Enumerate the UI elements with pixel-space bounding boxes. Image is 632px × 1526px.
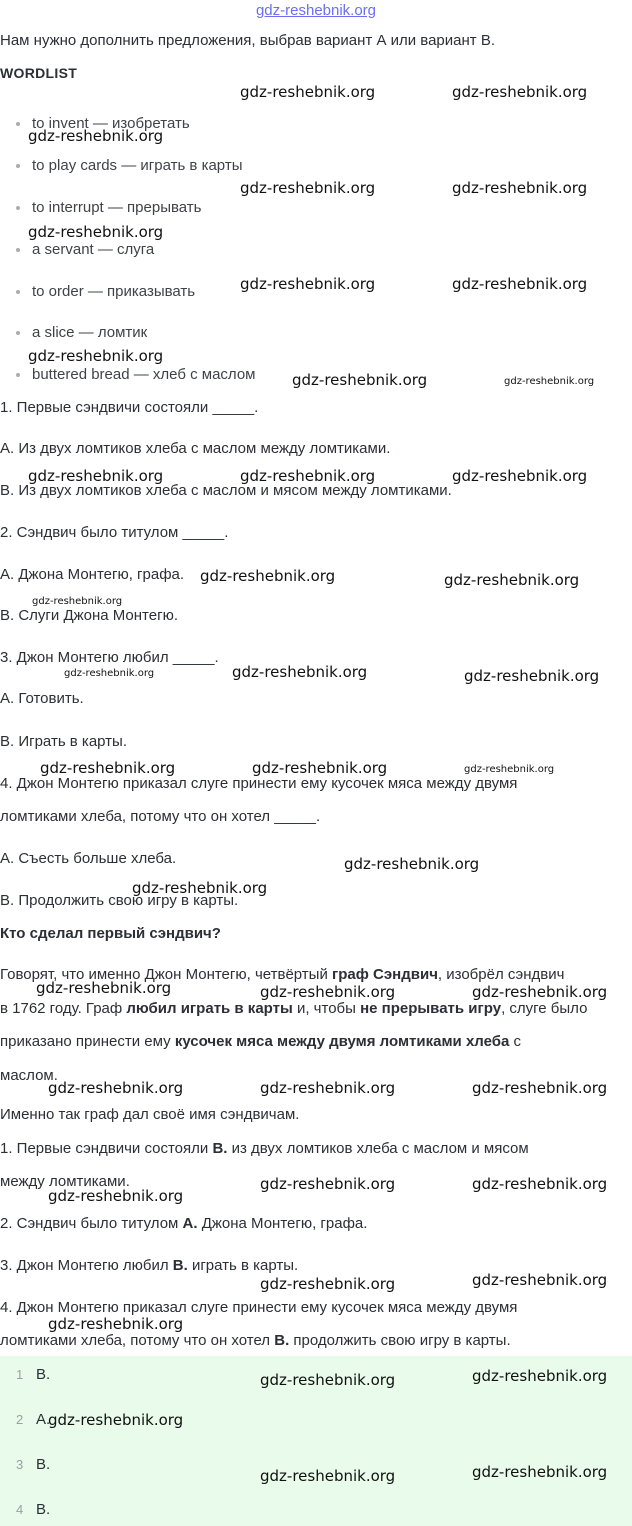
watermark-text: gdz-reshebnik.org [464, 764, 555, 775]
answer-item: 3 B. [16, 1456, 51, 1473]
watermark-text: gdz-reshebnik.org [472, 1079, 608, 1097]
story-line: Говорят, что именно Джон Монтегю, четвёртый граф Сэндвич, изобрёл сэндвич [0, 966, 565, 983]
intro-text: Нам нужно дополнить предложения, выбрав вариант А или вариант В. [0, 32, 495, 49]
watermark-text: gdz-reshebnik.org [292, 371, 428, 389]
watermark-text: gdz-reshebnik.org [472, 1175, 608, 1193]
question-4-option-a: A. Съесть больше хлеба. [0, 850, 177, 867]
watermark-text: gdz-reshebnik.org [240, 467, 376, 485]
watermark-text: gdz-reshebnik.org [444, 571, 580, 589]
watermark-text: gdz-reshebnik.org [260, 1371, 396, 1389]
watermark-text: gdz-reshebnik.org [452, 275, 588, 293]
watermark-text: gdz-reshebnik.org [48, 1411, 184, 1429]
wordlist-item: to interrupt — прерывать [16, 199, 201, 216]
bullet-icon [16, 290, 20, 294]
watermark-text: gdz-reshebnik.org [48, 1079, 184, 1097]
story-line: приказано принести ему кусочек мяса между двумя ломтиками хлеба с [0, 1033, 522, 1050]
question-2-option-b: B. Слуги Джона Монтегю. [0, 607, 178, 624]
question-3: 3. Джон Монтегю любил _____. [0, 649, 219, 666]
question-2-option-a: A. Джона Монтегю, графа. [0, 566, 185, 583]
watermark-text: gdz-reshebnik.org [472, 983, 608, 1001]
watermark-text: gdz-reshebnik.org [260, 1175, 396, 1193]
watermark-text: gdz-reshebnik.org [464, 667, 600, 685]
watermark-text: gdz-reshebnik.org [240, 179, 376, 197]
watermark-text: gdz-reshebnik.org [36, 979, 172, 997]
watermark-text: gdz-reshebnik.org [472, 1271, 608, 1289]
story-title: Кто сделал первый сэндвич? [0, 925, 221, 942]
answer-line-4: 4. Джон Монтегю приказал слуге принести ему кусочек мяса между двумя [0, 1299, 518, 1316]
watermark-text: gdz-reshebnik.org [48, 1187, 184, 1205]
bullet-icon [16, 122, 20, 126]
watermark-text: gdz-reshebnik.org [472, 1367, 608, 1385]
watermark-text: gdz-reshebnik.org [472, 1463, 608, 1481]
watermark-text: gdz-reshebnik.org [64, 668, 155, 679]
question-2: 2. Сэндвич было титулом _____. [0, 524, 229, 541]
answer-line-1: 1. Первые сэндвичи состояли B. из двух ломтиков хлеба с маслом и мясом [0, 1140, 529, 1157]
bullet-icon [16, 373, 20, 377]
site-title-link[interactable]: gdz-reshebnik.org [255, 2, 377, 19]
question-1-option-a: A. Из двух ломтиков хлеба с маслом между ломтиками. [0, 440, 391, 457]
watermark-text: gdz-reshebnik.org [200, 567, 336, 585]
answer-line-2: 2. Сэндвич было титулом A. Джона Монтегю, графа. [0, 1215, 368, 1232]
wordlist-item: a servant — слуга [16, 241, 154, 258]
answer-line-3: 3. Джон Монтегю любил B. играть в карты. [0, 1257, 299, 1274]
watermark-text: gdz-reshebnik.org [260, 1467, 396, 1485]
watermark-text: gdz-reshebnik.org [132, 879, 268, 897]
answer-line-1-cont: между ломтиками. [0, 1173, 130, 1190]
watermark-text: gdz-reshebnik.org [240, 83, 376, 101]
bullet-icon [16, 164, 20, 168]
question-1-option-b: B. Из двух ломтиков хлеба с маслом и мясом между ломтиками. [0, 482, 452, 499]
watermark-text: gdz-reshebnik.org [48, 1315, 184, 1333]
watermark-text: gdz-reshebnik.org [452, 179, 588, 197]
watermark-text: gdz-reshebnik.org [28, 347, 164, 365]
watermark-text: gdz-reshebnik.org [252, 759, 388, 777]
watermark-text: gdz-reshebnik.org [28, 223, 164, 241]
watermark-text: gdz-reshebnik.org [28, 127, 164, 145]
watermark-text: gdz-reshebnik.org [260, 1079, 396, 1097]
answer-item: 1 B. [16, 1366, 51, 1383]
bullet-icon [16, 331, 20, 335]
wordlist-title: WORDLIST [0, 65, 78, 81]
watermark-text: gdz-reshebnik.org [504, 376, 595, 387]
question-4-cont: ломтиками хлеба, потому что он хотел _____. [0, 808, 321, 825]
watermark-text: gdz-reshebnik.org [40, 759, 176, 777]
story-line: Именно так граф дал своё имя сэндвичам. [0, 1106, 300, 1123]
watermark-text: gdz-reshebnik.org [32, 596, 123, 607]
watermark-text: gdz-reshebnik.org [260, 1275, 396, 1293]
answer-item: 4 B. [16, 1501, 51, 1518]
answer-line-4-cont: ломтиками хлеба, потому что он хотел B. продолжить свою игру в карты. [0, 1332, 511, 1349]
question-4: 4. Джон Монтегю приказал слуге принести ему кусочек мяса между двумя [0, 775, 518, 792]
bullet-icon [16, 206, 20, 210]
wordlist-item: a slice — ломтик [16, 324, 147, 341]
watermark-text: gdz-reshebnik.org [240, 275, 376, 293]
wordlist-item: to play cards — играть в карты [16, 157, 242, 174]
wordlist-item: to order — приказывать [16, 283, 195, 300]
question-1: 1. Первые сэндвичи состояли _____. [0, 399, 259, 416]
watermark-text: gdz-reshebnik.org [452, 83, 588, 101]
watermark-text: gdz-reshebnik.org [28, 467, 164, 485]
question-4-option-b: B. Продолжить свою игру в карты. [0, 892, 239, 909]
story-line: маслом. [0, 1067, 58, 1084]
watermark-text: gdz-reshebnik.org [232, 663, 368, 681]
answer-item: 2 A. [16, 1411, 51, 1428]
question-3-option-b: B. Играть в карты. [0, 733, 128, 750]
story-line: в 1762 году. Граф любил играть в карты и, чтобы не прерывать игру, слуге было [0, 1000, 588, 1017]
question-3-option-a: A. Готовить. [0, 690, 84, 707]
wordlist-item: to invent — изобретать [16, 115, 190, 132]
watermark-text: gdz-reshebnik.org [260, 983, 396, 1001]
watermark-text: gdz-reshebnik.org [344, 855, 480, 873]
watermark-text: gdz-reshebnik.org [452, 467, 588, 485]
wordlist-item: buttered bread — хлеб с маслом [16, 366, 256, 383]
bullet-icon [16, 248, 20, 252]
